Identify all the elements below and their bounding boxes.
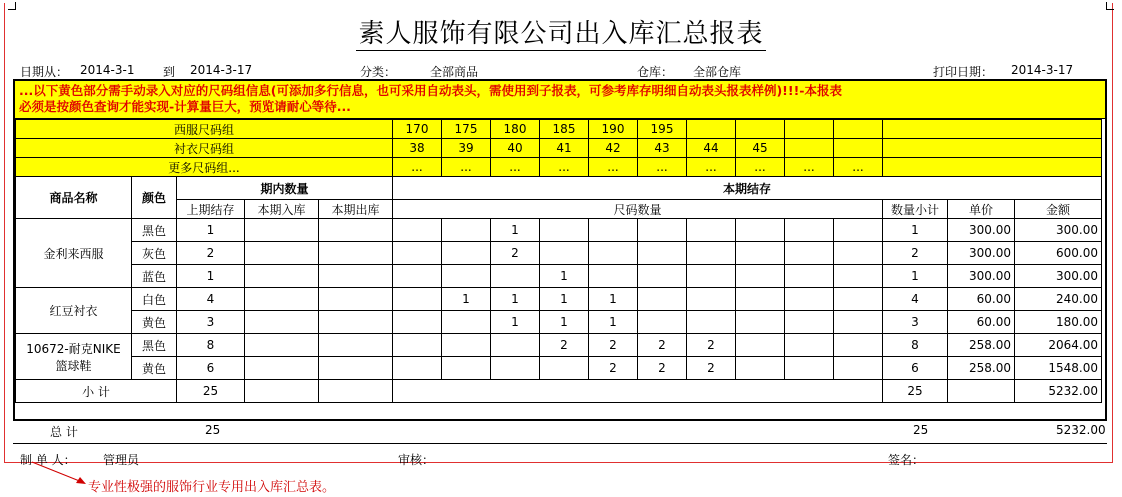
size-qty-cell — [736, 357, 785, 380]
size-qty-cell — [736, 311, 785, 334]
size-qty-cell — [393, 311, 442, 334]
product-name-line: 篮球鞋 — [55, 358, 92, 373]
size-qty-cell — [393, 242, 442, 265]
prev-stock-cell: 8 — [177, 334, 245, 357]
table-row — [16, 357, 1102, 380]
empty-cell — [883, 120, 1102, 139]
in-cell — [245, 288, 319, 311]
warehouse-label: 仓库： — [637, 65, 674, 79]
qty-subtotal-cell: 6 — [883, 357, 948, 380]
unit-price-cell: 60.00 — [948, 311, 1015, 334]
subtotal-qty: 25 — [883, 380, 948, 403]
prev-stock-cell: 6 — [177, 357, 245, 380]
date-to-value: 2014-3-17 — [190, 63, 253, 77]
report-table — [15, 119, 1102, 403]
size-qty-cell: 1 — [540, 288, 589, 311]
in-cell — [245, 311, 319, 334]
size-qty-cell — [442, 219, 491, 242]
size-cell: ... — [638, 158, 687, 177]
size-qty-cell — [393, 219, 442, 242]
category-label: 分类： — [360, 65, 397, 79]
size-qty-cell: 1 — [491, 288, 540, 311]
size-qty-cell: 1 — [589, 288, 638, 311]
size-qty-cell — [393, 357, 442, 380]
size-qty-cell — [785, 265, 834, 288]
total-label: 总 计 — [50, 425, 78, 439]
total-qty: 25 — [913, 423, 929, 437]
size-cell: 45 — [736, 139, 785, 158]
header-prev-stock: 上期结存 — [177, 200, 245, 219]
crop-mark-left — [8, 2, 16, 10]
sign-label: 签名： — [888, 453, 925, 467]
size-qty-cell — [834, 288, 883, 311]
size-qty-cell — [589, 265, 638, 288]
unit-price-cell: 258.00 — [948, 357, 1015, 380]
color-cell: 白色 — [132, 288, 177, 311]
size-qty-cell — [736, 334, 785, 357]
size-cell: 185 — [540, 120, 589, 139]
size-qty-cell — [834, 357, 883, 380]
unit-price-cell: 258.00 — [948, 334, 1015, 357]
size-cell: 44 — [687, 139, 736, 158]
header-qty-subtotal: 数量小计 — [883, 200, 948, 219]
category-value: 全部商品 — [430, 65, 479, 79]
size-qty-cell — [687, 311, 736, 334]
size-qty-cell — [442, 311, 491, 334]
out-cell — [319, 265, 393, 288]
size-qty-cell — [638, 288, 687, 311]
size-cell — [785, 139, 834, 158]
in-cell — [245, 357, 319, 380]
header-product-name: 商品名称 — [16, 177, 132, 219]
crop-mark-right — [1106, 2, 1114, 10]
in-cell — [245, 334, 319, 357]
header-size-qty: 尺码数量 — [393, 200, 883, 219]
in-cell — [245, 219, 319, 242]
size-cell: ... — [589, 158, 638, 177]
amount-cell: 2064.00 — [1015, 334, 1102, 357]
size-qty-cell — [393, 288, 442, 311]
size-qty-cell — [834, 334, 883, 357]
size-qty-cell — [638, 265, 687, 288]
warehouse-value: 全部仓库 — [693, 65, 742, 79]
size-cell: 175 — [442, 120, 491, 139]
out-cell — [319, 311, 393, 334]
size-qty-cell — [540, 242, 589, 265]
qty-subtotal-cell: 4 — [883, 288, 948, 311]
annotation-text: 专业性极强的服饰行业专用出入库汇总表。 — [88, 480, 336, 495]
size-qty-cell: 1 — [491, 311, 540, 334]
size-qty-cell — [491, 334, 540, 357]
amount-cell: 240.00 — [1015, 288, 1102, 311]
prev-stock-cell: 3 — [177, 311, 245, 334]
size-qty-cell — [834, 219, 883, 242]
size-qty-cell — [638, 219, 687, 242]
arrow-icon — [30, 460, 90, 486]
in-cell — [245, 265, 319, 288]
color-cell: 蓝色 — [132, 265, 177, 288]
print-date-label: 打印日期： — [933, 65, 994, 79]
unit-price-cell: 300.00 — [948, 219, 1015, 242]
size-qty-cell — [687, 265, 736, 288]
size-qty-cell — [834, 242, 883, 265]
instruction-note — [15, 81, 1105, 119]
color-cell: 黑色 — [132, 219, 177, 242]
size-cell: 170 — [393, 120, 442, 139]
report-grid — [13, 79, 1107, 421]
size-cell — [785, 120, 834, 139]
size-qty-cell — [785, 334, 834, 357]
header-in: 本期入库 — [245, 200, 319, 219]
size-qty-cell: 1 — [589, 311, 638, 334]
size-qty-cell — [785, 219, 834, 242]
header-unit-price: 单价 — [948, 200, 1015, 219]
unit-price-cell: 300.00 — [948, 265, 1015, 288]
table-row — [16, 288, 1102, 311]
out-cell — [319, 219, 393, 242]
size-qty-cell — [687, 288, 736, 311]
table-row — [16, 334, 1102, 357]
header-period-qty: 期内数量 — [177, 177, 393, 200]
empty-cell — [883, 139, 1102, 158]
amount-cell: 300.00 — [1015, 219, 1102, 242]
amount-cell: 1548.00 — [1015, 357, 1102, 380]
size-qty-cell — [834, 311, 883, 334]
size-cell: 180 — [491, 120, 540, 139]
size-qty-cell: 2 — [638, 357, 687, 380]
header-amount: 金额 — [1015, 200, 1102, 219]
size-cell: 190 — [589, 120, 638, 139]
product-name — [16, 334, 132, 380]
size-group-label: 衬衣尺码组 — [16, 139, 393, 158]
subtotal-prev: 25 — [177, 380, 245, 403]
total-prev: 25 — [205, 423, 221, 437]
size-qty-cell — [491, 357, 540, 380]
size-cell: 43 — [638, 139, 687, 158]
size-qty-cell — [540, 357, 589, 380]
size-qty-cell — [393, 334, 442, 357]
table-row — [16, 242, 1102, 265]
header-color: 颜色 — [132, 177, 177, 219]
size-qty-cell: 1 — [442, 288, 491, 311]
qty-subtotal-cell: 1 — [883, 265, 948, 288]
color-cell: 黄色 — [132, 311, 177, 334]
subtotal-amount: 5232.00 — [1015, 380, 1102, 403]
maker-value: 管理员 — [103, 453, 140, 467]
table-row — [16, 219, 1102, 242]
size-qty-cell: 1 — [540, 265, 589, 288]
out-cell — [319, 357, 393, 380]
unit-price-cell: 60.00 — [948, 288, 1015, 311]
size-cell — [687, 120, 736, 139]
size-cell: ... — [687, 158, 736, 177]
size-qty-cell — [638, 242, 687, 265]
size-qty-cell — [540, 219, 589, 242]
size-qty-cell — [785, 288, 834, 311]
size-qty-cell — [687, 219, 736, 242]
total-amount: 5232.00 — [1056, 423, 1106, 437]
prev-stock-cell: 2 — [177, 242, 245, 265]
size-qty-cell — [442, 334, 491, 357]
table-row — [16, 311, 1102, 334]
qty-subtotal-cell: 1 — [883, 219, 948, 242]
size-qty-cell — [442, 357, 491, 380]
prev-stock-cell: 4 — [177, 288, 245, 311]
product-name: 红豆衬衣 — [16, 288, 132, 334]
date-to-label: 到 — [163, 65, 176, 79]
size-qty-cell — [736, 288, 785, 311]
size-cell: 41 — [540, 139, 589, 158]
size-qty-cell — [736, 265, 785, 288]
size-cell: ... — [540, 158, 589, 177]
size-qty-cell — [442, 265, 491, 288]
size-qty-cell — [834, 265, 883, 288]
size-cell: ... — [736, 158, 785, 177]
size-qty-cell — [491, 265, 540, 288]
footer-divider — [13, 443, 1107, 444]
amount-cell: 300.00 — [1015, 265, 1102, 288]
reviewer-label: 审核： — [398, 453, 435, 467]
product-name-line: 10672-耐克NIKE — [26, 341, 121, 356]
size-qty-cell — [638, 311, 687, 334]
unit-price-cell: 300.00 — [948, 242, 1015, 265]
size-qty-cell — [589, 242, 638, 265]
prev-stock-cell: 1 — [177, 219, 245, 242]
product-name: 金利来西服 — [16, 219, 132, 288]
size-qty-cell: 2 — [638, 334, 687, 357]
size-qty-cell — [442, 242, 491, 265]
size-qty-cell — [785, 311, 834, 334]
size-group-label: 更多尺码组... — [16, 158, 393, 177]
color-cell: 黄色 — [132, 357, 177, 380]
qty-subtotal-cell: 8 — [883, 334, 948, 357]
subtotal-label: 小 计 — [16, 380, 177, 403]
header-out: 本期出库 — [319, 200, 393, 219]
size-qty-cell — [736, 219, 785, 242]
size-cell: 40 — [491, 139, 540, 158]
size-qty-cell — [589, 219, 638, 242]
size-qty-cell: 2 — [589, 334, 638, 357]
size-group-row — [16, 158, 1102, 177]
size-qty-cell: 1 — [491, 219, 540, 242]
size-qty-cell: 2 — [540, 334, 589, 357]
size-qty-cell: 2 — [687, 334, 736, 357]
size-cell: 42 — [589, 139, 638, 158]
in-cell — [245, 242, 319, 265]
instruction-note-line2: 必须是按颜色查询才能实现-计算量巨大，预览请耐心等待... — [19, 99, 351, 114]
size-group-row — [16, 139, 1102, 158]
table-row — [16, 265, 1102, 288]
date-from-value: 2014-3-1 — [80, 63, 135, 77]
out-cell — [319, 288, 393, 311]
size-qty-cell — [785, 357, 834, 380]
date-from-label: 日期从： — [20, 65, 69, 79]
empty-cell — [883, 158, 1102, 177]
size-cell: 38 — [393, 139, 442, 158]
qty-subtotal-cell: 3 — [883, 311, 948, 334]
size-qty-cell — [393, 265, 442, 288]
size-cell: ... — [491, 158, 540, 177]
size-cell: 195 — [638, 120, 687, 139]
size-qty-cell: 2 — [589, 357, 638, 380]
amount-cell: 180.00 — [1015, 311, 1102, 334]
size-qty-cell — [687, 242, 736, 265]
size-cell: ... — [442, 158, 491, 177]
qty-subtotal-cell: 2 — [883, 242, 948, 265]
color-cell: 灰色 — [132, 242, 177, 265]
report-title: 素人服饰有限公司出入库汇总报表 — [358, 19, 764, 49]
size-cell: 39 — [442, 139, 491, 158]
size-cell — [834, 120, 883, 139]
maker-label: 制 单 人： — [20, 453, 76, 467]
header-current-stock: 本期结存 — [393, 177, 1102, 200]
size-group-label: 西服尺码组 — [16, 120, 393, 139]
size-qty-cell — [785, 242, 834, 265]
size-cell — [736, 120, 785, 139]
size-qty-cell: 2 — [687, 357, 736, 380]
size-cell: ... — [834, 158, 883, 177]
prev-stock-cell: 1 — [177, 265, 245, 288]
instruction-note-line1: ...以下黄色部分需手动录入对应的尺码组信息(可添加多行信息，也可采用自动表头，需使用到子报表，可参考库存明细自动表头报表样例)!!!-本报表 — [19, 83, 842, 98]
print-date-value: 2014-3-17 — [1011, 63, 1074, 77]
color-cell: 黑色 — [132, 334, 177, 357]
size-qty-cell — [736, 242, 785, 265]
out-cell — [319, 242, 393, 265]
size-group-row — [16, 120, 1102, 139]
size-qty-cell: 2 — [491, 242, 540, 265]
size-cell: ... — [393, 158, 442, 177]
out-cell — [319, 334, 393, 357]
size-cell: ... — [785, 158, 834, 177]
size-cell — [834, 139, 883, 158]
amount-cell: 600.00 — [1015, 242, 1102, 265]
size-qty-cell: 1 — [540, 311, 589, 334]
